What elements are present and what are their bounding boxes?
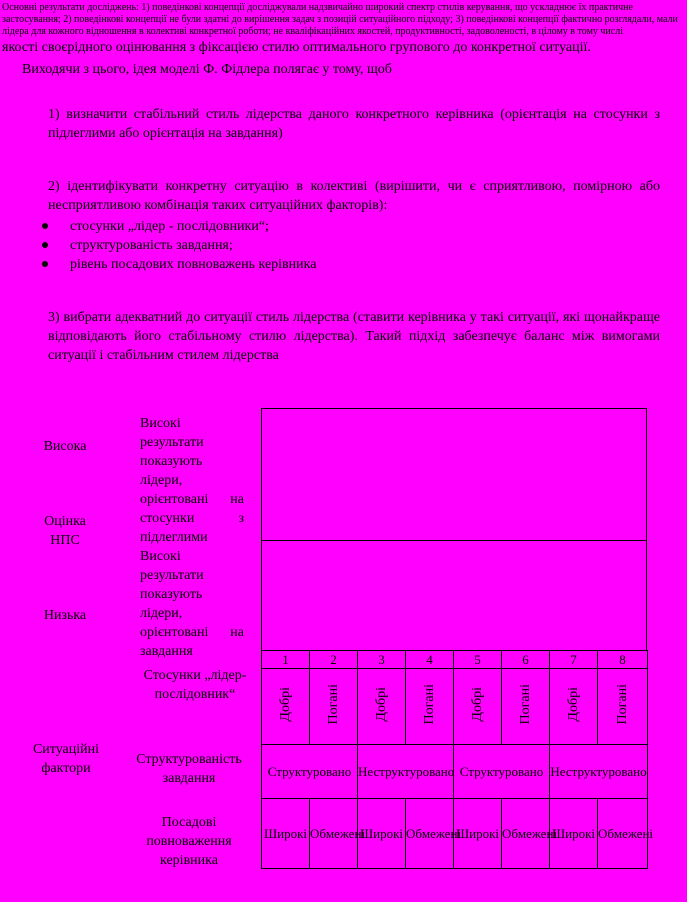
relations-value: Погані [614, 684, 630, 725]
relations-cell [598, 669, 648, 745]
list-item: стосунки „лідер - послідовники“; [40, 217, 640, 236]
list-item: структурованість завдання; [40, 236, 640, 255]
paragraph-1: 1) визначити стабільний стиль лідерства даного конкретного керівника (орієнтація на стосунки з підлеглими або орієнтація на завдання) [48, 107, 660, 141]
relations-value: Добрі [373, 687, 389, 722]
score-axis-label: Оцінка НПС [44, 514, 86, 548]
results-plot-area [261, 408, 647, 651]
score-high-label: Висока [43, 439, 87, 454]
power-cell: Обмежені [310, 799, 358, 869]
list-item: рівень посадових повноважень керівника [40, 255, 640, 274]
situation-number: 2 [310, 651, 358, 669]
relations-value: Добрі [565, 687, 581, 722]
relations-value: Добрі [469, 687, 485, 722]
desc-task-oriented: Високі результати показують лідери, орієнтовані на завдання [140, 549, 244, 659]
structure-cell: Структуровано [262, 745, 358, 799]
factor-list [40, 217, 640, 274]
situation-number: 5 [454, 651, 502, 669]
situation-number: 4 [406, 651, 454, 669]
power-cell: Обмежені [598, 799, 648, 869]
relations-value: Погані [325, 684, 341, 725]
header-text-1: Основні результати досліджень: 1) поведінкові концепції досліджували надзвичайно широкий спектр стилів керування, що ускладнює їх практичне застосування; 2) поведінкові концепції не були здатні до вирішення задач з позицій ситуаційного підходу; 3) поведінкові концепції фактично розглядали, мали [2, 2, 678, 25]
paragraph-2: 2) ідентифікувати конкретну ситуацію в колективі (вирішити, чи є сприятливою, помірною або несприятливою комбінація таких ситуаційних факторів): [48, 179, 660, 213]
situation-number: 8 [598, 651, 648, 669]
structure-cell: Структуровано [454, 745, 550, 799]
power-cell: Обмежені [502, 799, 550, 869]
situation-table [261, 650, 654, 869]
relations-cell [262, 669, 310, 745]
relations-cell [358, 669, 406, 745]
relations-value: Погані [517, 684, 533, 725]
relations-value: Добрі [277, 687, 293, 722]
paragraph-3: 3) вибрати адекватний до ситуації стиль лідерства (ставити керівника у такі ситуації, які щонайкраще відповідають його стабільному стилю лідерства). Такий підхід забезпечує баланс між вимогами ситуації і стабільним стилем лідерства [48, 310, 660, 363]
situation-number: 7 [550, 651, 598, 669]
power-cell: Обмежені [406, 799, 454, 869]
plot-divider [262, 540, 646, 541]
situation-number: 1 [262, 651, 310, 669]
intro-text: Виходячи з цього, ідея моделі Ф. Фідлера полягає у тому, щоб [22, 62, 392, 77]
relations-cell [406, 669, 454, 745]
power-cell: Широкі [454, 799, 502, 869]
structure-cell: Неструктуровано [358, 745, 454, 799]
relations-cell [550, 669, 598, 745]
relations-cell [310, 669, 358, 745]
situational-factors-label: Ситуаційні фактори [32, 742, 100, 776]
relations-value: Погані [421, 684, 437, 725]
desc-relations-oriented: Високі результати показують лідери, орієнтовані на стосунки з підлеглими [140, 416, 244, 545]
structure-row-label: Структурованість завдання [136, 752, 242, 786]
relations-cell [502, 669, 550, 745]
situation-number: 3 [358, 651, 406, 669]
power-cell: Широкі [358, 799, 406, 869]
relations-cell [454, 669, 502, 745]
power-cell: Широкі [550, 799, 598, 869]
header-text-3: якості своєрідного оцінювання з фіксацією стилю оптимального групового до конкретної ситуації. [2, 40, 591, 55]
structure-cell: Неструктуровано [550, 745, 648, 799]
power-row-label: Посадові повноваження керівника [146, 815, 232, 868]
score-low-label: Низька [43, 608, 87, 623]
header-text-2: лідера для кожного відношення в колективі конкретної роботи; не кваліфікаційних якостей, продуктивності, задоволеності, в цілому в тому числі [2, 26, 623, 37]
situation-number: 6 [502, 651, 550, 669]
relations-row-label: Стосунки „лідер-послідовник“ [143, 668, 247, 702]
power-cell: Широкі [262, 799, 310, 869]
